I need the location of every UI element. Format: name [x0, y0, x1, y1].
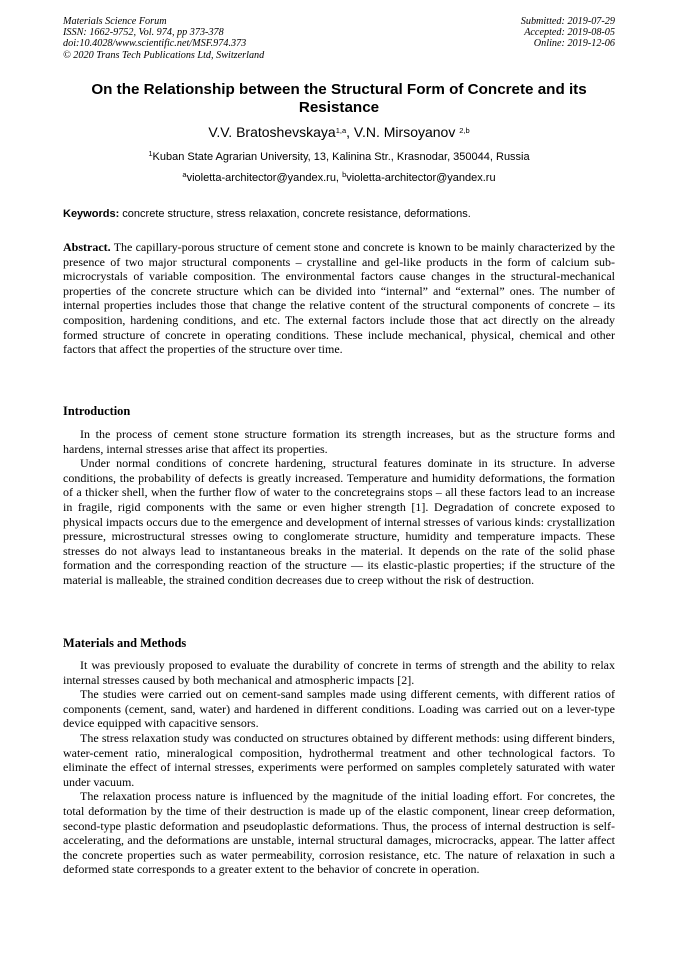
abstract — [63, 240, 615, 357]
author-1: V.V. Bratoshevskaya — [208, 124, 336, 140]
paragraph: The studies were carried out on cement-sand samples made using different cements, with different ratios of components (cement, sand, water) and hardened in different conditions. Loading was carried out on a lever-type device equipped with capacitive sensors. — [63, 687, 615, 731]
email-a: violetta-architector@yandex.ru, — [186, 172, 343, 184]
keywords — [63, 207, 615, 221]
abstract-text: The capillary-porous structure of cement stone and concrete is known to be mainly characterized by the presence of two major structural components – crystalline and gel-like products in the form of calcium sub-microcrystals of variable composition. The environmental factors cause changes in the structural-mechanical properties of the concrete structure which can be divided into “internal” and “external” ones. The number of internal properties includes those that change the relative content of the structural components of concrete – its composition, hardening conditions, and etc. The external factors include those that act directly on the already formed structure of concrete in operating conditions. These include mechanical, physical, chemical and other factors that affect the properties of the structure over time. — [63, 240, 615, 357]
issn-line: ISSN: 1662-9752, Vol. 974, pp 373-378 — [63, 27, 224, 39]
keywords-text: concrete structure, stress relaxation, concrete resistance, deformations. — [119, 208, 471, 220]
submitted-date: Submitted: 2019-07-29 — [520, 16, 615, 27]
materials-methods-heading: Materials and Methods — [63, 636, 187, 650]
paper-title: On the Relationship between the Structural Form of Concrete and its Resistance — [91, 81, 587, 116]
paragraph: In the process of cement stone structure formation its strength increases, but as the structure forms and hardens, internal stresses arise that affect its properties. — [63, 427, 615, 456]
email-b-marker: b — [342, 170, 347, 179]
affiliation — [63, 150, 615, 164]
journal-info — [63, 16, 264, 61]
introduction-heading: Introduction — [63, 404, 131, 418]
email-list — [63, 171, 615, 185]
online-date: Online: 2019-12-06 — [533, 38, 615, 50]
introduction-body — [63, 427, 615, 588]
author-1-affil: 1,a — [335, 126, 347, 135]
materials-methods-body — [63, 658, 615, 877]
author-separator: , — [346, 124, 354, 140]
author-2: V.N. Mirsoyanov — [353, 124, 460, 140]
author-2-affil: 2,b — [459, 126, 470, 135]
email-b: violetta-architector@yandex.ru — [346, 172, 496, 184]
journal-name: Materials Science Forum — [63, 16, 167, 27]
dates-info — [521, 16, 615, 50]
paragraph: Under normal conditions of concrete hardening, structural features dominate in its structure. In adverse conditions, the probability of defects is greatly increased. Temperature and humidity deformations, the formation of a thicker shell, when the further flow of water to the concretegrains stops – all these factors lead to an increase in fragile, rigid components with the same or even higher strength [1]. Degradation of concrete exposed to physical impacts occurs due to the emergence and development of internal stresses of various kinds: crystallization pressure, microstructural stresses owing to conglomerate structure, humidity and temperature impacts. These stresses do not always lead to instantaneous breaks in the material. It depends on the rate of the solid phase formation and the corresponding reaction of the structure — its elastic-plastic properties; if the structure of the material is malleable, the strained condition decreases due to creep without the risk of destruction. — [63, 456, 615, 587]
keywords-label: Keywords: — [63, 208, 120, 220]
author-list — [63, 123, 615, 141]
accepted-date: Accepted: 2019-08-05 — [524, 27, 615, 39]
affiliation-marker: 1 — [148, 149, 153, 158]
abstract-label: Abstract. — [63, 240, 111, 254]
paragraph: The relaxation process nature is influenced by the magnitude of the initial loading effort. For concretes, the total deformation by the time of their destruction is made up of the elastic component, linear creep deformation, second-type plastic deformation and pseudoplastic deformations. Thus, the process of internal destruction is self-accelerating, and the deformations are unstable, internal structural damages, microcracks, appear. The latter affect the concrete properties such as water permeability, corrosion resistance, etc. The nature of relaxation in such a deformed state corresponds to a greater extent to the behavior of concrete in operation. — [63, 789, 615, 877]
doi-line: doi:10.4028/www.scientific.net/MSF.974.373 — [63, 38, 247, 50]
email-a-marker: a — [182, 170, 187, 179]
paragraph: It was previously proposed to evaluate the durability of concrete in terms of strength and the ability to relax internal stresses caused by both mechanical and atmospheric impacts [2]. — [63, 658, 615, 687]
copyright-line: © 2020 Trans Tech Publications Ltd, Switzerland — [63, 49, 265, 61]
paragraph: The stress relaxation study was conducted on structures obtained by different methods: using different binders, water-cement ratio, mineralogical composition, hydrothermal treatment and other technological factors. To eliminate the effect of internal stresses, experiments were performed on samples completely saturated with water under vacuum. — [63, 730, 615, 789]
affiliation-text: Kuban State Agrarian University, 13, Kalinina Str., Krasnodar, 350044, Russia — [152, 151, 530, 163]
